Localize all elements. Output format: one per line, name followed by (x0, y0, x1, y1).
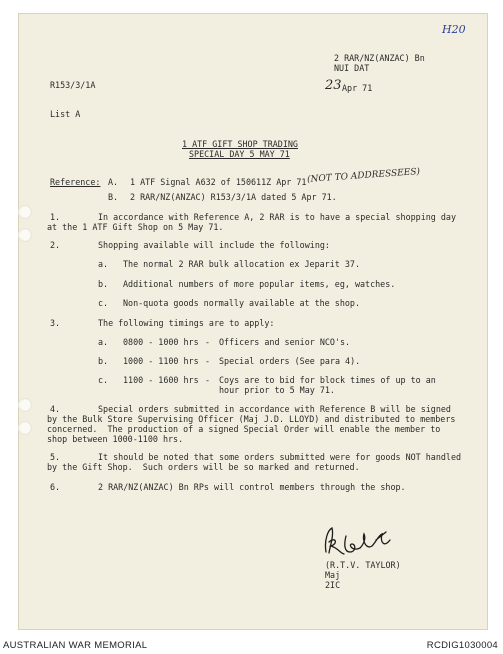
signatory-rank: Maj (325, 570, 341, 580)
para-4-line-4: shop between 1000-1100 hrs. (47, 434, 184, 444)
para-2-intro: Shopping available will include the following: (98, 240, 330, 250)
para-2c-text: Non-quota goods normally available at the shop. (123, 298, 360, 308)
para-2c-letter: c. (98, 298, 109, 308)
file-reference: R153/3/1A (50, 80, 96, 90)
para-2-number: 2. (50, 240, 61, 250)
archive-note: H20 (442, 23, 466, 36)
para-3b-letter: b. (98, 356, 109, 366)
title-line-1: 1 ATF GIFT SHOP TRADING (182, 139, 298, 149)
para-1-line-2: at the 1 ATF Gift Shop on 5 May 71. (47, 222, 224, 232)
date-day: 23 (325, 78, 342, 93)
para-5-number: 5. (50, 452, 61, 462)
para-3a-letter: a. (98, 337, 109, 347)
signatory-role: 2IC (325, 580, 341, 590)
para-3b-text: Special orders (See para 4). (219, 356, 361, 366)
para-2a-letter: a. (98, 259, 109, 269)
para-4-line-3: concerned. The production of a signed Special Order will enable the member to (47, 424, 441, 434)
para-4-line-2: by the Bulk Store Supervising Officer (Maj J.D. LLOYD) and distributed to members (47, 414, 456, 424)
reference-a-note: (NOT TO ADDRESSEES) (306, 167, 421, 185)
punch-hole (18, 205, 32, 219)
reference-a-text: 1 ATF Signal A632 of 150611Z Apr 71 (130, 177, 307, 187)
para-3c-text: Coys are to bid for block times of up to an (219, 375, 436, 385)
date-rest: Apr 71 (342, 83, 373, 93)
reference-label: Reference: (50, 177, 101, 187)
punch-hole (18, 228, 32, 242)
unit-line: 2 RAR/NZ(ANZAC) Bn (334, 53, 425, 63)
punch-hole (18, 421, 32, 435)
para-4-line-1: Special orders submitted in accordance with Reference B will be signed (98, 404, 451, 414)
reference-b-letter: B. (108, 192, 119, 202)
title-line-2: SPECIAL DAY 5 MAY 71 (189, 149, 290, 159)
para-3b-dash: - (205, 356, 211, 366)
distribution-list: List A (50, 109, 81, 119)
para-5-line-1: It should be noted that some orders submitted were for goods NOT handled (98, 452, 462, 462)
reference-b-text: 2 RAR/NZ(ANZAC) R153/3/1A dated 5 Apr 71. (130, 192, 337, 202)
para-1-number: 1. (50, 212, 61, 222)
para-3a-time: 0800 - 1000 hrs (123, 337, 199, 347)
archive-footer (0, 636, 503, 654)
para-3-number: 3. (50, 318, 61, 328)
para-6-number: 6. (50, 482, 61, 492)
signatory-name: (R.T.V. TAYLOR) (325, 560, 401, 570)
footer-record-id: RCDIG1030004 (426, 640, 498, 651)
para-3c-letter: c. (98, 375, 109, 385)
para-2b-text: Additional numbers of more popular items, eg, watches. (123, 279, 396, 289)
footer-institution: AUSTRALIAN WAR MEMORIAL (3, 640, 148, 651)
para-6-line-1: 2 RAR/NZ(ANZAC) Bn RPs will control members through the shop. (98, 482, 406, 492)
reference-a-letter: A. (108, 177, 119, 187)
para-3c-time: 1100 - 1600 hrs (123, 375, 199, 385)
para-2a-text: The normal 2 RAR bulk allocation ex Jeparit 37. (123, 259, 360, 269)
location-line: NUI DAT (334, 63, 370, 73)
para-3b-time: 1000 - 1100 hrs (123, 356, 199, 366)
para-3-intro: The following timings are to apply: (98, 318, 275, 328)
para-4-number: 4. (50, 404, 61, 414)
para-3a-text: Officers and senior NCO's. (219, 337, 351, 347)
handwritten-signature (320, 522, 400, 562)
para-3c-dash: - (205, 375, 211, 385)
punch-hole (18, 398, 32, 412)
para-3a-dash: - (205, 337, 211, 347)
para-1-line-1: In accordance with Reference A, 2 RAR is to have a special shopping day (98, 212, 456, 222)
para-5-line-2: by the Gift Shop. Such orders will be so marked and returned. (47, 462, 360, 472)
para-2b-letter: b. (98, 279, 109, 289)
para-3c-text-cont: hour prior to 5 May 71. (219, 385, 335, 395)
